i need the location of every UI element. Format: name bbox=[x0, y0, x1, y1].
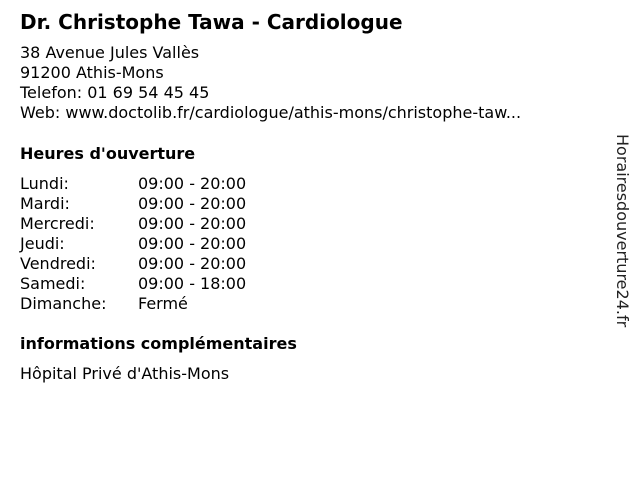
hours-day: Mercredi: bbox=[20, 214, 95, 233]
additional-info-heading: informations complémentaires bbox=[20, 334, 297, 353]
hours-time: 09:00 - 20:00 bbox=[138, 254, 247, 273]
hours-day: Dimanche: bbox=[20, 294, 107, 313]
hours-day: Samedi: bbox=[20, 274, 86, 293]
site-watermark: Horairesdouverture24.fr bbox=[613, 134, 632, 328]
hours-time: 09:00 - 20:00 bbox=[138, 174, 247, 193]
page-title: Dr. Christophe Tawa - Cardiologue bbox=[20, 10, 403, 34]
address-street: 38 Avenue Jules Vallès bbox=[20, 43, 200, 62]
additional-info-text: Hôpital Privé d'Athis-Mons bbox=[20, 364, 230, 383]
hours-day: Lundi: bbox=[20, 174, 69, 193]
hours-time: 09:00 - 20:00 bbox=[138, 214, 247, 233]
hours-time: 09:00 - 20:00 bbox=[138, 194, 247, 213]
address-block bbox=[20, 43, 521, 123]
hours-row-saturday bbox=[20, 274, 320, 294]
hours-row-monday bbox=[20, 174, 320, 194]
opening-hours-heading: Heures d'ouverture bbox=[20, 144, 196, 163]
hours-row-wednesday bbox=[20, 214, 320, 234]
opening-hours-table bbox=[20, 174, 320, 314]
hours-day: Vendredi: bbox=[20, 254, 96, 273]
hours-time: 09:00 - 18:00 bbox=[138, 274, 247, 293]
hours-row-sunday bbox=[20, 294, 320, 314]
hours-row-thursday bbox=[20, 234, 320, 254]
phone-number: Telefon: 01 69 54 45 45 bbox=[20, 83, 210, 102]
hours-day: Mardi: bbox=[20, 194, 70, 213]
address-city: 91200 Athis-Mons bbox=[20, 63, 164, 82]
hours-row-friday bbox=[20, 254, 320, 274]
hours-day: Jeudi: bbox=[20, 234, 65, 253]
website-link: Web: www.doctolib.fr/cardiologue/athis-mons/christophe-taw... bbox=[20, 103, 522, 122]
hours-time: Fermé bbox=[138, 294, 188, 313]
hours-row-tuesday bbox=[20, 194, 320, 214]
hours-time: 09:00 - 20:00 bbox=[138, 234, 247, 253]
